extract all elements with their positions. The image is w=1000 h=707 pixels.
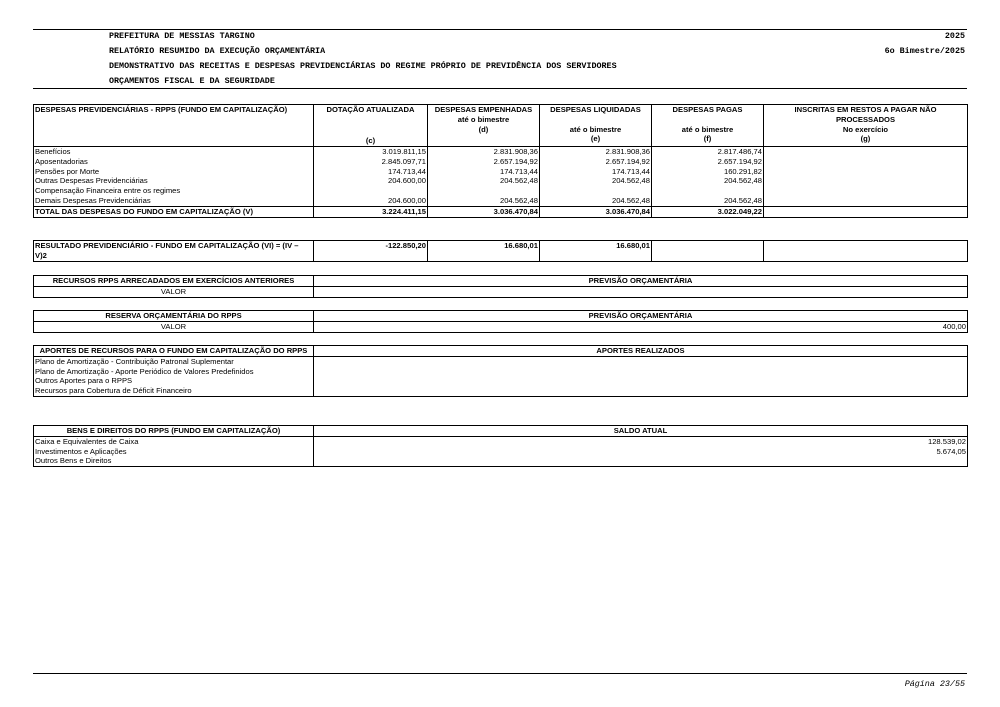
expenses-col-title: DESPESAS PREVIDENCIÁRIAS - RPPS (FUNDO EM CAPITALIZAÇÃO) — [34, 105, 314, 147]
table-row: Outras Despesas Previdenciárias 204.600,00 204.562,48 204.562,48 204.562,48 — [34, 176, 968, 186]
result-f — [652, 241, 764, 262]
col-liquidadas: DESPESAS LIQUIDADAS até o bimestre (e) — [540, 105, 652, 147]
result-row — [34, 241, 968, 262]
table-row: Demais Despesas Previdenciárias 204.600,00 204.562,48 204.562,48 204.562,48 — [34, 196, 968, 206]
table-row: Plano de Amortização - Contribuição Patronal Suplementar — [34, 356, 968, 366]
table-row: VALOR 400,00 — [34, 321, 968, 332]
contributions-title: APORTES DE RECURSOS PARA O FUNDO EM CAPITALIZAÇÃO DO RPPS — [34, 346, 314, 357]
col-dotacao: DOTAÇÃO ATUALIZADA (c) — [314, 105, 428, 147]
result-label: RESULTADO PREVIDENCIÁRIO - FUNDO EM CAPITALIZAÇÃO (VI) = (IV – V)2 — [34, 241, 314, 262]
assets-table — [33, 425, 968, 467]
reserve-col: PREVISÃO ORÇAMENTÁRIA — [314, 311, 968, 322]
expenses-header-row — [34, 105, 968, 147]
page-number: Página 23/55 — [904, 679, 965, 689]
budgets-title: ORÇAMENTOS FISCAL E DA SEGURIDADE — [109, 76, 275, 86]
reserve-title: RESERVA ORÇAMENTÁRIA DO RPPS — [34, 311, 314, 322]
total-row: TOTAL DAS DESPESAS DO FUNDO EM CAPITALIZAÇÃO (V) 3.224.411,15 3.036.470,84 3.036.470,84 3.022.049,22 — [34, 206, 968, 217]
table-row: Caixa e Equivalentes de Caixa 128.539,02 — [35, 436, 966, 446]
table-row: Compensação Financeira entre os regimes — [34, 186, 968, 196]
expenses-table — [33, 104, 968, 218]
col-pagas: DESPESAS PAGAS até o bimestre (f) — [652, 105, 764, 147]
col-dotacao-code: (c) — [365, 136, 376, 146]
table-row: Investimentos e Aplicações 5.674,05 — [35, 446, 966, 456]
table-row: Outros Aportes para o RPPS — [34, 376, 968, 386]
assets-title: BENS E DIREITOS DO RPPS (FUNDO EM CAPITALIZAÇÃO) — [34, 426, 314, 437]
table-row: VALOR — [34, 286, 968, 297]
header-top-rule — [33, 29, 967, 30]
header-bottom-rule — [33, 88, 967, 89]
table-row: Plano de Amortização - Aporte Periódico de Valores Predefinidos — [34, 367, 968, 377]
reserve-table — [33, 310, 968, 333]
assets-col: SALDO ATUAL — [314, 426, 968, 437]
result-g — [764, 241, 968, 262]
statement-title: DEMONSTRATIVO DAS RECEITAS E DESPESAS PREVIDENCIÁRIAS DO REGIME PRÓPRIO DE PREVIDÊNCIA DOS SERVIDORES — [109, 61, 617, 71]
previous-resources-table — [33, 275, 968, 298]
col-empenhadas: DESPESAS EMPENHADAS até o bimestre (d) — [428, 105, 540, 147]
report-year: 2025 — [944, 31, 965, 41]
previous-resources-title: RECURSOS RPPS ARRECADADOS EM EXERCÍCIOS ANTERIORES — [34, 276, 314, 287]
table-row: Benefícios 3.019.811,15 2.831.908,36 2.831.908,36 2.817.486,74 — [34, 147, 968, 157]
table-row: Outros Bens e Direitos — [34, 456, 968, 466]
result-c: -122.850,20 — [314, 241, 428, 262]
result-e: 16.680,01 — [540, 241, 652, 262]
table-row: Pensões por Morte 174.713,44 174.713,44 174.713,44 160.291,82 — [34, 167, 968, 177]
result-d: 16.680,01 — [428, 241, 540, 262]
contributions-col: APORTES REALIZADOS — [314, 346, 968, 357]
report-period: 6o Bimestre/2025 — [884, 46, 965, 56]
report-title: RELATÓRIO RESUMIDO DA EXECUÇÃO ORÇAMENTÁRIA — [109, 46, 326, 56]
contributions-table — [33, 345, 968, 397]
report-header — [0, 31, 1000, 87]
col-restos: INSCRITAS EM RESTOS A PAGAR NÃO PROCESSADOS No exercício (g) — [764, 105, 968, 147]
table-row: Aposentadorias 2.845.097,71 2.657.194,92 2.657.194,92 2.657.194,92 — [34, 157, 968, 167]
result-table — [33, 240, 968, 262]
entity-name: PREFEITURA DE MESSIAS TARGINO — [109, 31, 255, 41]
table-row: Recursos para Cobertura de Déficit Financeiro — [34, 386, 968, 396]
footer-rule — [33, 673, 967, 674]
previous-resources-col: PREVISÃO ORÇAMENTÁRIA — [314, 276, 968, 287]
